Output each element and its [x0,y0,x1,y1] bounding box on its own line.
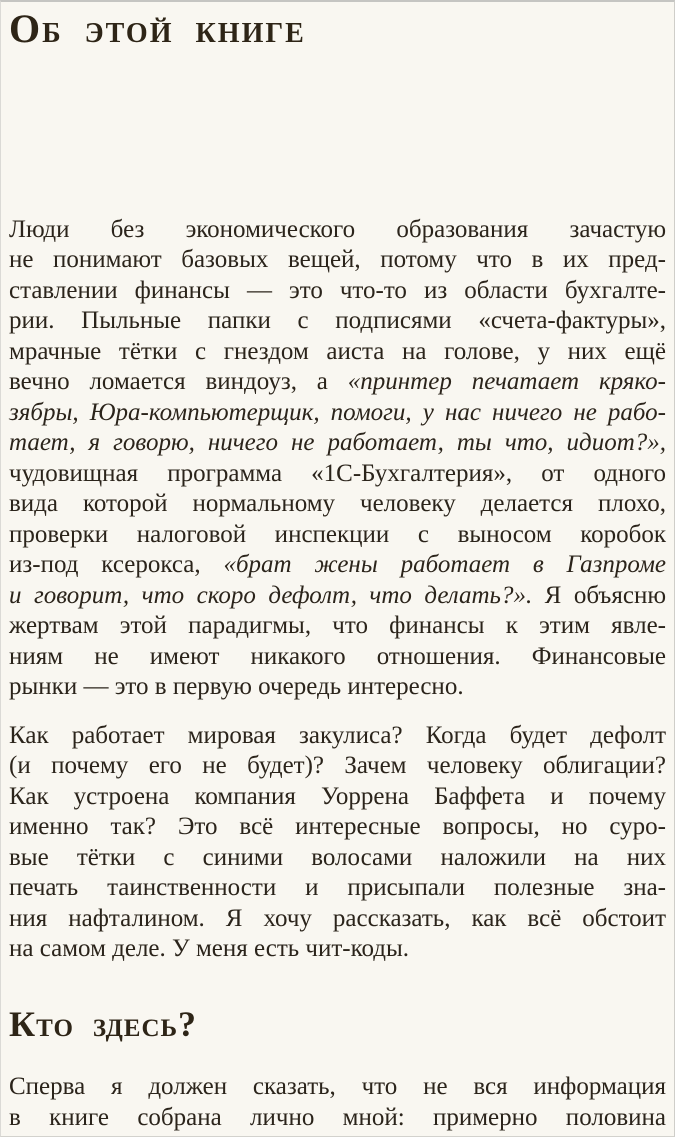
text-line [9,367,666,398]
text-line [9,550,666,581]
text-line [9,337,666,368]
text-line [9,398,666,429]
text-line [9,782,666,813]
text-segment: Сперва я должен сказать, что не вся информация [9,1073,666,1101]
text-segment: вые тётки с синими волосами наложили на них [9,843,666,871]
text-line [9,306,666,337]
text-segment: печать таинственности и присыпали полезные зна- [9,874,666,902]
text-line [9,245,666,276]
text-segment: в книге собрана лично мной: примерно половина [9,1103,666,1131]
text-segment: ния нафталином. Я хочу рассказать, как всё обстоит [9,904,666,932]
text-segment: рынки — это в первую очередь интересно. [9,673,464,701]
text-line [9,812,666,843]
text-line [9,489,666,520]
paragraph [9,721,666,965]
section-heading: Кто здесь? [9,1003,198,1044]
text-line [9,672,666,703]
italic-text-segment: и говорит, что скоро дефолт, что делать?». [9,581,533,609]
text-segment: вида которой нормальному человеку делается плохо, [9,490,666,518]
text-line [9,904,666,935]
text-segment: мрачные тётки с гнездом аиста на голове, у них ещё [9,337,666,365]
text-line [9,520,666,551]
text-segment: (и почему его не будет)? Зачем человеку облигации? [9,752,666,780]
text-line [9,581,666,612]
text-line [9,459,666,490]
text-segment: жертвам этой парадигмы, что финансы к этим явле- [9,612,666,640]
text-segment: именно так? Это всё интересные вопросы, но суро- [9,813,666,841]
text-segment: ставлении финансы — это что-то из области бухгалте- [9,276,666,304]
text-line [9,642,666,673]
text-segment: проверки налоговой инспекции с выносом коробок [9,520,666,548]
text-segment: вечно ломается виндоуз, а [9,368,348,396]
text-line [9,751,666,782]
text-segment: из-под ксерокса, [9,551,224,579]
text-line [9,1103,666,1134]
text-segment: чудовищная программа «1С-Бухгалтерия», от одного [9,459,666,487]
text-line [9,843,666,874]
text-line [9,428,666,459]
italic-text-segment: зябры, Юра-компьютерщик, помоги, у нас ничего не рабо- [9,398,666,426]
text-line [9,934,666,965]
text-segment: Люди без экономического образования зачастую [9,215,666,243]
text-segment: Как устроена компания Уоррена Баффета и почему [9,782,666,810]
text-line [9,873,666,904]
text-line [9,276,666,307]
text-segment: Я объясню [532,581,666,609]
text-line [9,215,666,246]
paragraph [9,1072,666,1133]
text-line [9,611,666,642]
italic-text-segment: «принтер печатает кряко- [347,368,666,396]
text-segment: рии. Пыльные папки с подписями «счета-фактуры», [9,307,666,335]
text-segment: Как работает мировая закулиса? Когда будет дефолт [9,721,666,749]
text-line [9,1072,666,1103]
text-segment: ниям не имеют никакого отношения. Финансовые [9,642,666,670]
paragraph [9,215,666,703]
chapter-title: Об этой книге [9,6,306,51]
text-segment: не понимают базовых вещей, потому что в их пред- [9,246,666,274]
text-segment: на самом деле. У меня есть чит-коды. [9,935,410,963]
italic-text-segment: тает, я говорю, ничего не работает, ты что, идиот?», [9,429,666,457]
text-line [9,721,666,752]
italic-text-segment: «брат жены работает в Газпроме [223,551,667,579]
